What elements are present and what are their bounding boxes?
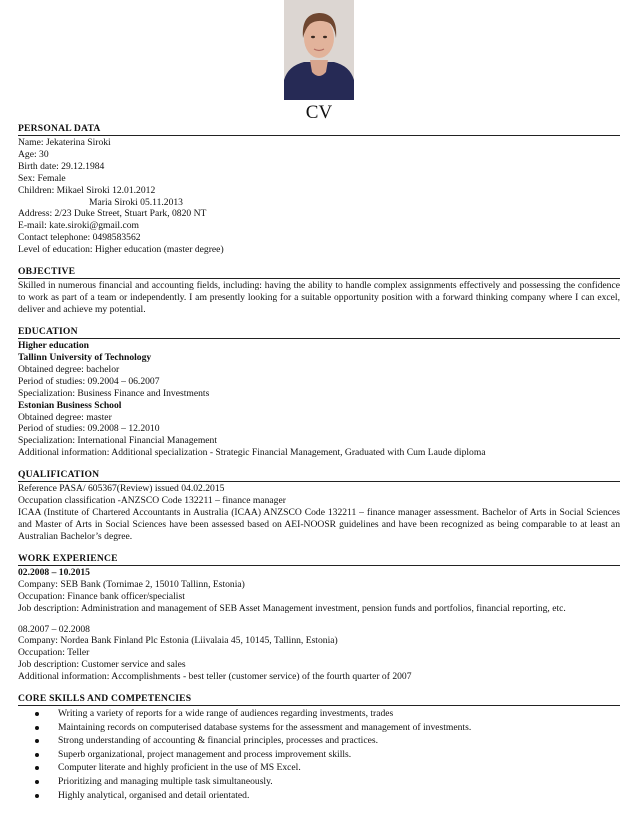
birth-date-line: Birth date: 29.12.1984 (18, 160, 105, 172)
university-1-degree: Obtained degree: bachelor (18, 363, 120, 375)
resume-body (18, 122, 620, 802)
skill-text: Prioritizing and managing multiple task simultaneously. (58, 776, 273, 788)
list-item (18, 761, 620, 775)
skill-text: Superb organizational, project management and process improvement skills. (58, 748, 352, 760)
university-1-specialization: Specialization: Business Finance and Investments (18, 387, 210, 399)
bullet-icon (35, 712, 39, 716)
bullet-icon (35, 726, 39, 730)
cv-title: CV (305, 102, 333, 123)
children-line-2: Maria Siroki 05.11.2013 (89, 196, 183, 208)
person-portrait-image (284, 0, 354, 100)
university-2-specialization: Specialization: International Financial Management (18, 435, 218, 447)
skill-text: Writing a variety of reports for a wide range of audiences regarding investments, trades (58, 708, 394, 720)
objective-heading: OBJECTIVE (18, 265, 620, 279)
job-2-period: 08.2007 – 02.2008 (18, 623, 90, 635)
list-item (18, 748, 620, 762)
university-1-period: Period of studies: 09.2004 – 06.2007 (18, 375, 160, 387)
work-experience-heading: WORK EXPERIENCE (18, 552, 620, 566)
list-item (18, 707, 620, 721)
list-item (18, 734, 620, 748)
email-line: E-mail: kate.siroki@gmail.com (18, 220, 139, 232)
job-1-description: Job description: Administration and management of SEB Asset Management investment, pension funds and portfolios, financial reporting, etc. (18, 602, 566, 614)
core-skills-heading: CORE SKILLS AND COMPETENCIES (18, 692, 620, 706)
children-line: Children: Mikael Siroki 12.01.2012 (18, 184, 156, 196)
skill-text: Maintaining records on computerised database systems for the assessment and management of investments. (58, 721, 472, 733)
university-2-period: Period of studies: 09.2008 – 12.2010 (18, 423, 160, 435)
skill-text: Computer literate and highly proficient in the use of MS Excel. (58, 762, 301, 774)
address-line: Address: 2/23 Duke Street, Stuart Park, 0820 NT (18, 208, 207, 220)
job-1-period: 02.2008 – 10.2015 (18, 566, 90, 578)
university-2-name: Estonian Business School (18, 399, 122, 411)
bullet-icon (35, 766, 39, 770)
university-2-degree: Obtained degree: master (18, 411, 112, 423)
objective-text: Skilled in numerous financial and accounting fields, including: having the ability to handle complex assignments effectively and possessing the confidence to work as part of a team or independently. I am presently looking for a suitable opportunity position with a forward thinking company where I can excel, deliver and achieve my potential. (18, 280, 620, 316)
bullet-icon (35, 739, 39, 743)
list-item (18, 775, 620, 789)
job-2-company: Company: Nordea Bank Finland Plc Estonia (Liivalaia 45, 10145, Tallinn, Estonia) (18, 635, 338, 647)
personal-data-heading: PERSONAL DATA (18, 122, 620, 136)
skills-list (18, 707, 620, 802)
qualification-reference: Reference PASA/ 605367(Review) issued 04.02.2015 (18, 483, 225, 495)
education-heading: EDUCATION (18, 325, 620, 339)
qualification-occupation: Occupation classification -ANZSCO Code 132211 – finance manager (18, 495, 286, 507)
job-1-occupation: Occupation: Finance bank officer/specialist (18, 590, 185, 602)
skill-text: Strong understanding of accounting & financial principles, processes and practices. (58, 735, 378, 747)
bullet-icon (35, 794, 39, 798)
education-additional-info: Additional information: Additional specialization - Strategic Financial Management, Graduated with Cum Laude diploma (18, 447, 486, 459)
job-2-occupation: Occupation: Teller (18, 647, 90, 659)
bullet-icon (35, 780, 39, 784)
phone-line: Contact telephone: 0498583562 (18, 232, 141, 244)
profile-photo (284, 0, 354, 100)
job-1-company: Company: SEB Bank (Tornimae 2, 15010 Tallinn, Estonia) (18, 578, 245, 590)
skill-text: Highly analytical, organised and detail orientated. (58, 789, 250, 801)
job-2-additional-info: Additional information: Accomplishments - best teller (customer service) of the fourth quarter of 2007 (18, 671, 412, 683)
age-line: Age: 30 (18, 148, 49, 160)
bullet-icon (35, 753, 39, 757)
university-1-name: Tallinn University of Technology (18, 351, 152, 363)
list-item (18, 789, 620, 803)
qualification-text: ICAA (Institute of Chartered Accountants in Australia (ICAA) ANZSCO Code 132211 – finance manager assessment. Bachelor of Arts in Social Sciences and Master of Arts in Social Sciences have been assessed based on AEI-NOOSR guidelines and have been recognized as being comparable to at least an Australian Bachelor’s degree. (18, 506, 620, 542)
list-item (18, 721, 620, 735)
education-subheading: Higher education (18, 340, 89, 352)
education-level-line: Level of education: Higher education (master degree) (18, 244, 224, 256)
job-2-description: Job description: Customer service and sales (18, 659, 186, 671)
sex-line: Sex: Female (18, 172, 66, 184)
qualification-heading: QUALIFICATION (18, 468, 620, 482)
name-line: Name: Jekaterina Siroki (18, 137, 111, 148)
